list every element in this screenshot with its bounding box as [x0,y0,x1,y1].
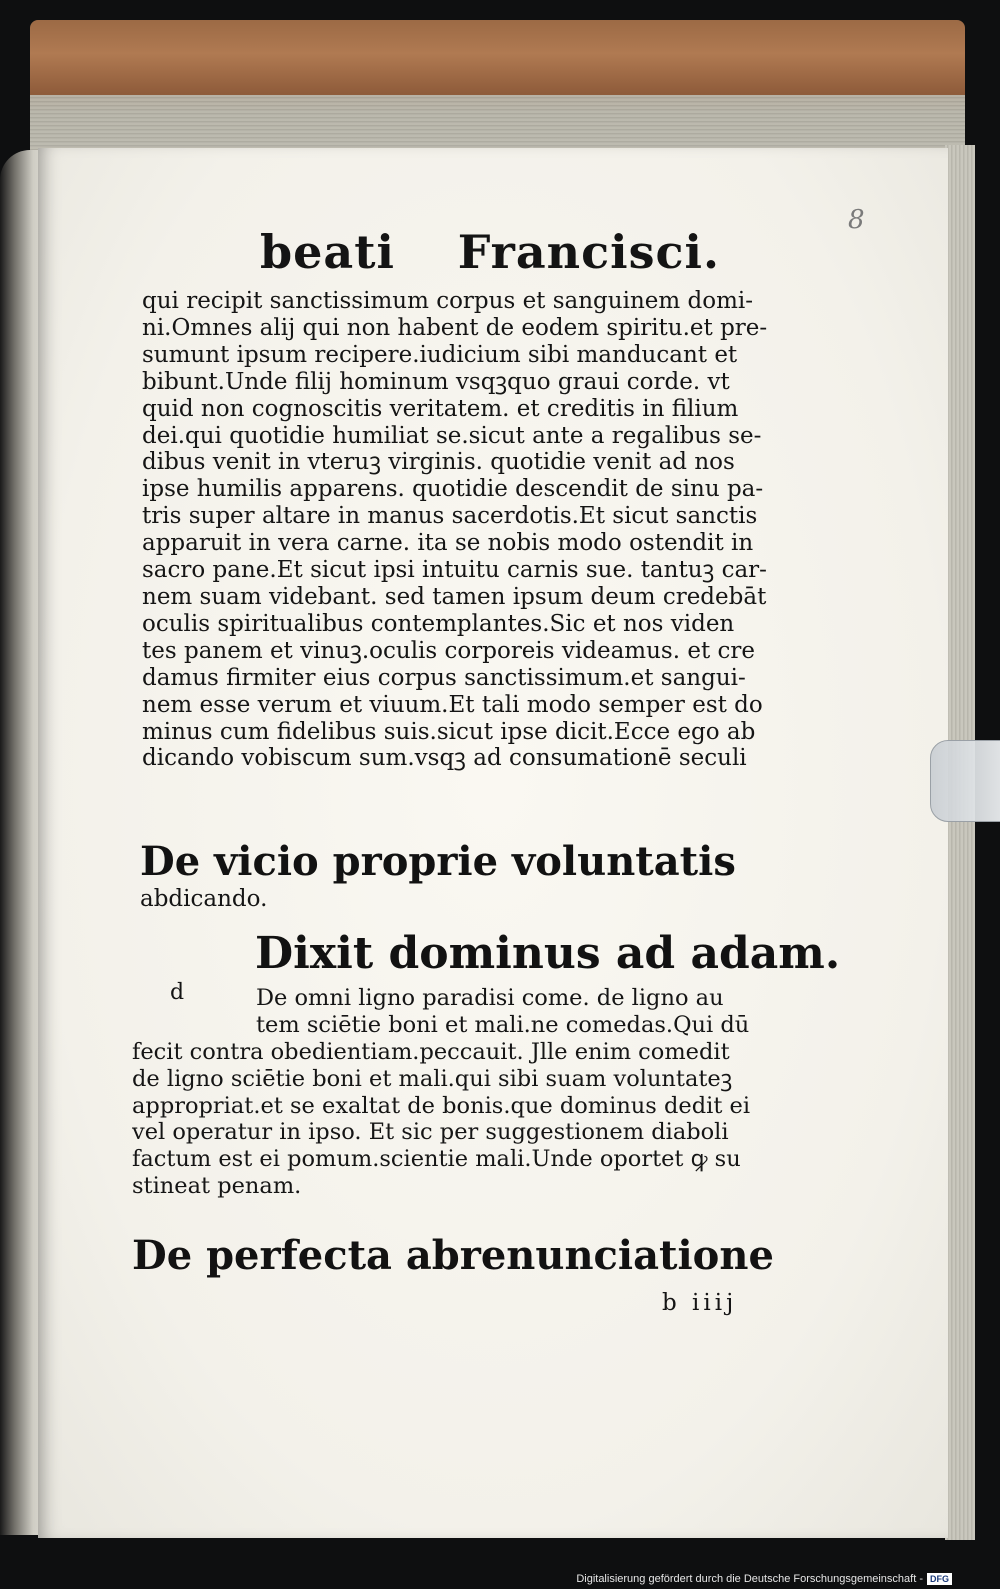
text-line: damus firmiter eius corpus sanctissimum.et sangui- [142,664,746,691]
text-line: fecit contra obedientiam.peccauit. Jlle enim comedit [132,1039,730,1065]
text-line: stineat penam. [132,1172,302,1199]
text-line: ipse humilis apparens. quotidie descendit de sinu pa- [142,476,764,503]
running-title-right: Francisci. [457,225,720,279]
text-line: qui recipit sanctissimum corpus et sanguinem domi- [142,288,754,314]
section-heading-continuation: abdicando. [140,886,268,912]
bookmark-tab [930,740,1000,822]
text-line: De omni ligno paradisi come. de ligno au [256,985,724,1011]
dfg-logo: DFG [927,1573,952,1585]
section-heading: De perfecta abrenunciatione [132,1232,774,1279]
text-line: tem sciētie boni et mali.ne comedas.Qui dū [256,1011,750,1038]
text-line: minus cum fidelibus suis.sicut ipse dicit.Ecce ego ab [142,718,756,745]
handwritten-folio-number: 8 [848,205,865,235]
text-line: dicando vobiscum sum.vsqꝫ ad consumationē seculi [142,745,747,772]
text-line: appropriat.et se exaltat de bonis.que dominus dedit ei [132,1092,751,1119]
text-line: quid non cognoscitis veritatem. et creditis in filium [142,395,739,422]
text-line: dei.qui quotidie humiliat se.sicut ante a regalibus se- [142,422,762,449]
running-title [260,225,720,279]
digitization-credit [576,1573,952,1585]
section-heading: De vicio proprie voluntatis [140,838,736,885]
signature-mark: b iiij [662,1290,738,1316]
text-line: tris super altare in manus sacerdotis.Et sicut sanctis [142,503,758,530]
text-line: sumunt ipsum recipere.iudicium sibi manducant et [142,341,738,368]
text-line: oculis spiritualibus contemplantes.Sic et nos viden [142,610,735,637]
page-stack-top [30,95,965,150]
text-line: factum est ei pomum.scientie mali.Unde oportet ꝙ su [132,1146,741,1173]
text-line: ni.Omnes alij qui non habent de eodem spiritu.et pre- [142,314,768,341]
main-text-block [142,288,802,772]
text-line: sacro pane.Et sicut ipsi intuitu carnis sue. tantuꝫ car- [142,557,767,584]
text-line: tes panem et vinuꝫ.oculis corporeis videamus. et cre [142,637,755,664]
text-line: nem esse verum et viuum.Et tali modo semper est do [142,691,763,718]
text-line: dibus venit in vteruꝫ virginis. quotidie venit ad nos [142,449,735,476]
text-line: vel operatur in ipso. Et sic per suggestionem diaboli [132,1119,729,1146]
indented-text-block [256,985,786,1038]
text-line: bibunt.Unde filij hominum vsqꝫquo graui corde. vt [142,368,730,395]
text-line: apparuit in vera carne. ita se nobis modo ostendit in [142,530,754,557]
incipit-line: Dixit dominus ad adam. [255,928,841,979]
text-line: de ligno sciētie boni et mali.qui sibi suam voluntateꝫ [132,1065,733,1092]
margin-letter: d [170,980,185,1005]
credit-text: Digitalisierung gefördert durch die Deutsche Forschungsgemeinschaft - [576,1573,923,1585]
second-text-block [132,1039,802,1200]
running-title-left: beati [260,225,395,279]
page-stack-right [945,145,975,1540]
text-line: nem suam videbant. sed tamen ipsum deum credebāt [142,583,767,610]
